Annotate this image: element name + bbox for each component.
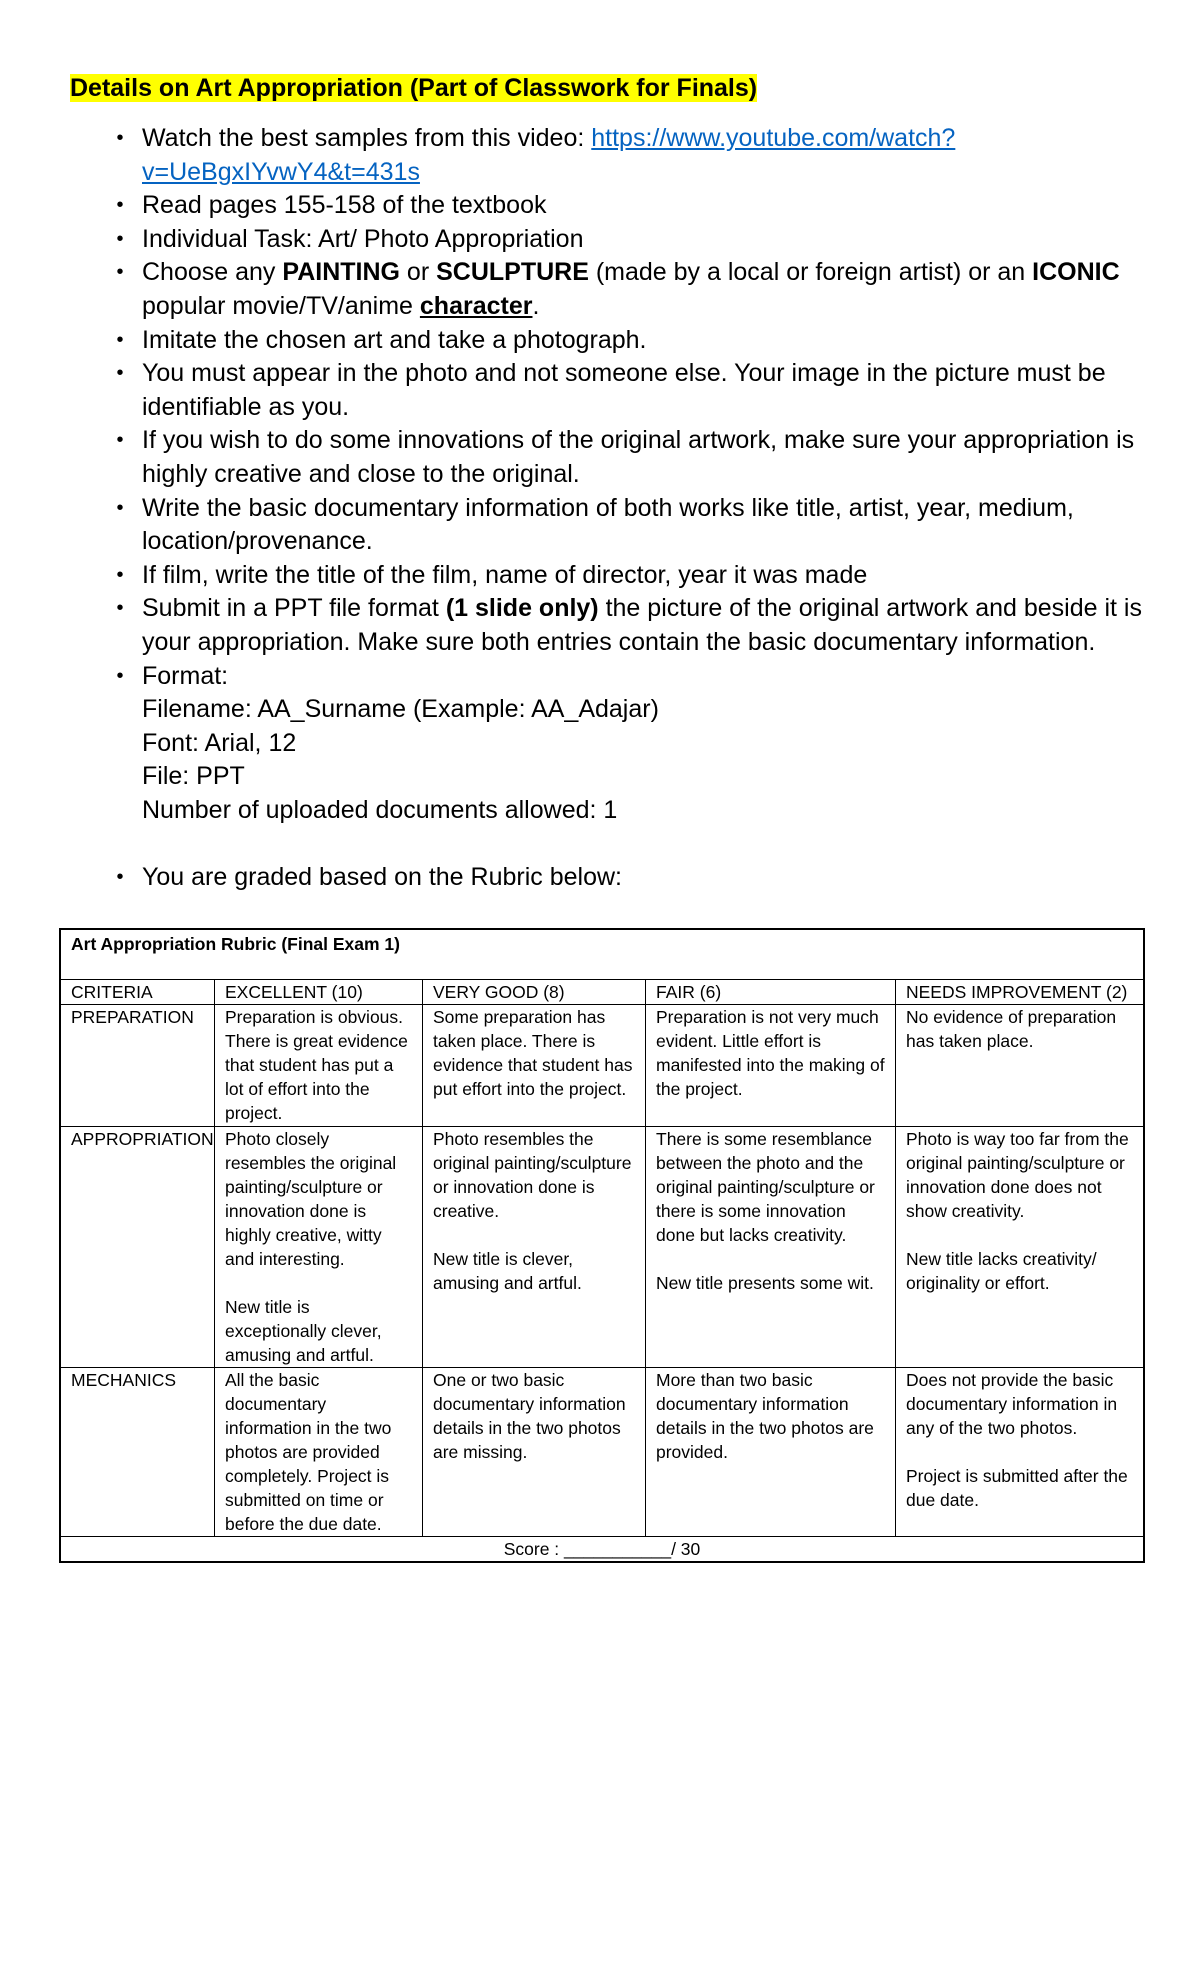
header-fair: FAIR (6) bbox=[646, 980, 896, 1004]
mechanics-needs-improvement: Does not provide the basic documentary information in any of the two photos. Project is submitted after the due date. bbox=[906, 1370, 1128, 1510]
list-item-submit: • Submit in a PPT file format (1 slide only) the picture of the original artwork and beside it is your appropriation. Make sure both entries contain the basic documentary information. bbox=[70, 592, 1150, 659]
header-very-good: VERY GOOD (8) bbox=[423, 980, 646, 1004]
appropriation-needs-improvement: Photo is way too far from the original painting/sculpture or innovation done does not show creativity. New title lacks creativity/ originality or effort. bbox=[906, 1129, 1129, 1293]
preparation-needs-improvement: No evidence of preparation has taken place. bbox=[906, 1007, 1117, 1051]
bullet-icon: • bbox=[116, 664, 124, 687]
list-item-choose: • Choose any PAINTING or SCULPTURE (made by a local or foreign artist) or an ICONIC popular movie/TV/anime character. bbox=[70, 256, 1150, 323]
list-item-imitate: • Imitate the chosen art and take a photograph. bbox=[70, 324, 1150, 358]
bullet-icon: • bbox=[116, 362, 124, 385]
table-row bbox=[61, 1127, 1143, 1368]
appropriation-very-good: Photo resembles the original painting/sculpture or innovation done is creative. New title is clever, amusing and artful. bbox=[423, 1127, 646, 1367]
score-line: Score : ___________/ 30 bbox=[503, 1539, 701, 1559]
table-row bbox=[61, 1368, 1143, 1537]
appropriation-fair: There is some resemblance between the photo and the original painting/sculpture or there is some innovation done but lacks creativity. New title presents some wit. bbox=[646, 1127, 896, 1367]
bullet-icon: • bbox=[116, 227, 124, 250]
list-item-write-info: • Write the basic documentary information of both works like title, artist, year, medium, location/provenance. bbox=[70, 492, 1150, 559]
list-item-watch: • Watch the best samples from this video: https://www.youtube.com/watch? v=UeBgxIYvwY4&t=431s bbox=[70, 122, 1150, 189]
list-item-film: • If film, write the title of the film, name of director, year it was made bbox=[70, 559, 1150, 593]
header-criteria: CRITERIA bbox=[61, 980, 215, 1004]
rubric-table bbox=[59, 928, 1145, 1563]
bullet-icon: • bbox=[116, 127, 124, 149]
rubric-title: Art Appropriation Rubric (Final Exam 1) bbox=[61, 930, 1143, 980]
bullet-icon: • bbox=[116, 866, 124, 889]
bullet-icon: • bbox=[116, 328, 124, 351]
appropriation-excellent: Photo closely resembles the original painting/sculpture or innovation done is highly creative, witty and interesting. New title is exceptionally clever, amusing and artful. bbox=[215, 1127, 423, 1367]
preparation-very-good: Some preparation has taken place. There is evidence that student has put effort into the project. bbox=[423, 1005, 646, 1126]
list-item-graded: • You are graded based on the Rubric below: bbox=[70, 861, 1150, 895]
instructions-list bbox=[70, 122, 1150, 895]
list-item-individual: • Individual Task: Art/ Photo Appropriation bbox=[70, 223, 1150, 257]
document-heading bbox=[70, 70, 757, 106]
score-row bbox=[61, 1537, 1143, 1561]
preparation-fair: Preparation is not very much evident. Little effort is manifested into the making of the project. bbox=[646, 1005, 896, 1126]
criteria-preparation: PREPARATION bbox=[61, 1005, 215, 1126]
bullet-icon: • bbox=[116, 563, 124, 586]
list-item-appear: • You must appear in the photo and not someone else. Your image in the picture must be identifiable as you. bbox=[70, 357, 1150, 424]
list-item-format: • Format: Filename: AA_Surname (Example: AA_Adajar) Font: Arial, 12 File: PPT Number of uploaded documents allowed: 1 bbox=[70, 660, 1150, 828]
criteria-appropriation: APPROPRIATION bbox=[61, 1127, 215, 1367]
bullet-icon: • bbox=[116, 194, 124, 217]
bullet-icon: • bbox=[116, 597, 124, 620]
table-row bbox=[61, 1005, 1143, 1127]
bullet-icon: • bbox=[116, 429, 124, 452]
mechanics-fair: More than two basic documentary information details in the two photos are provided. bbox=[646, 1368, 896, 1536]
mechanics-excellent: All the basic documentary information in the two photos are provided completely. Project is submitted on time or before the due date. bbox=[215, 1368, 423, 1536]
list-spacer bbox=[70, 827, 1150, 861]
header-excellent: EXCELLENT (10) bbox=[215, 980, 423, 1004]
heading-highlight: Details on Art Appropriation (Part of Classwork for Finals) bbox=[70, 74, 758, 102]
list-item-innovations: • If you wish to do some innovations of the original artwork, make sure your appropriation is highly creative and close to the original. bbox=[70, 424, 1150, 491]
rubric-header-row bbox=[61, 980, 1143, 1005]
list-item-read: • Read pages 155-158 of the textbook bbox=[70, 189, 1150, 223]
video-link[interactable]: https://www.youtube.com/watch? v=UeBgxIYvwY4&t=431s bbox=[142, 124, 956, 186]
preparation-excellent: Preparation is obvious. There is great evidence that student has put a lot of effort into the project. bbox=[215, 1005, 423, 1126]
bullet-icon: • bbox=[116, 496, 124, 519]
header-needs-improvement: NEEDS IMPROVEMENT (2) bbox=[906, 982, 1128, 1002]
bullet-icon: • bbox=[116, 261, 124, 284]
criteria-mechanics: MECHANICS bbox=[61, 1368, 215, 1536]
mechanics-very-good: One or two basic documentary information details in the two photos are missing. bbox=[423, 1368, 646, 1536]
